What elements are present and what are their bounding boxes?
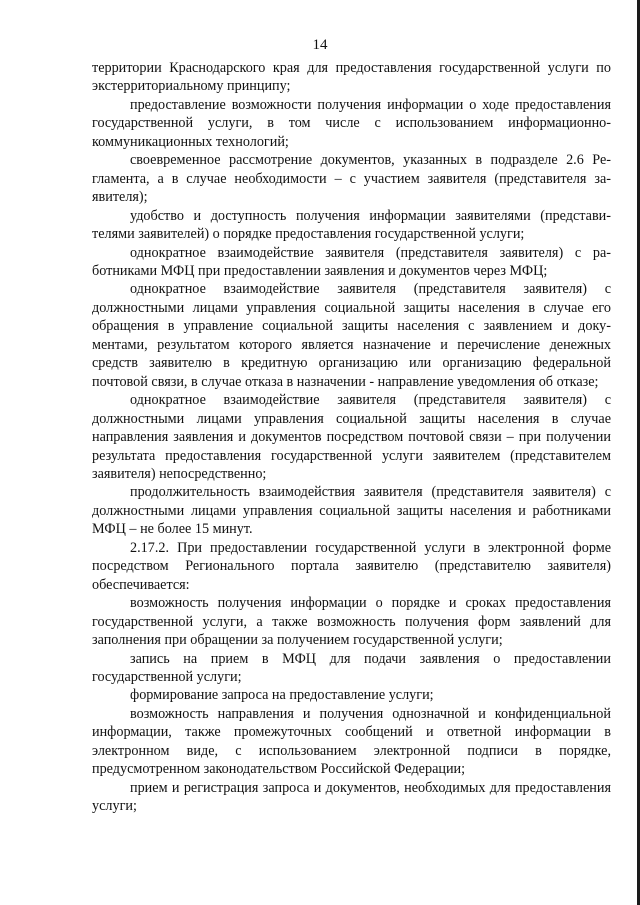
paragraph: своевременное рассмотрение документов, указанных в подразделе 2.6 Регламента, а в случае необходимости – с участием заявителя (представителя заявителя); [92, 152, 611, 206]
paragraph: возможность получения информации о порядке и сроках предоставления государственной услуги, а также возможность получения форм заявлений для заполнения при обращении за получением государственной услуги; [92, 595, 611, 649]
paragraph: продолжительность взаимодействия заявителя (представителя заявителя) с должностными лицами управления социальной защиты населения и работниками МФЦ – не более 15 минут. [92, 484, 611, 538]
document-body [92, 59, 611, 816]
paragraph: однократное взаимодействие заявителя (представителя заявителя) с должностными лицами управления социальной защиты населения в случае его обращения в управление социальной защиты населения с заявлением и документами, результатом которого является назначение и перечисление денежных средств заявителю в кредитную организацию или организацию федеральной почтовой связи, в случае отказа в назначении - направление уведомления об отказе; [92, 281, 611, 390]
paragraph: прием и регистрация запроса и документов, необходимых для предоставления услуги; [92, 779, 611, 815]
section-paragraph: 2.17.2. При предоставлении государственной услуги в электронной форме посредством Регионального портала заявителю (представителю заявителя) обеспечивается: [92, 539, 611, 593]
paragraph: формирование запроса на предоставление услуги; [130, 687, 434, 704]
paragraph: запись на прием в МФЦ для подачи заявления о предоставлении государственной услуги; [92, 650, 611, 685]
paragraph: однократное взаимодействие заявителя (представителя заявителя) с работниками МФЦ при предоставлении заявления и документов через МФЦ; [92, 244, 611, 279]
paragraph: предоставление возможности получения информации о ходе предоставления государственной услуги, в том числе с использованием информационно-коммуникационных технологий; [92, 96, 611, 150]
paragraph: удобство и доступность получения информации заявителями (представителями заявителей) о порядке предоставления государственной услуги; [92, 207, 611, 243]
paragraph: возможность направления и получения однозначной и конфиденциальной информации, также промежуточных сообщений и ответной информации в электронном виде, с использованием электронной подписи в порядке, предусмотренном законодательством Российской Федерации; [92, 705, 611, 778]
paragraph: однократное взаимодействие заявителя (представителя заявителя) с должностными лицами управления социальной защиты населения в случае направления заявления и документов посредством почтовой связи – при получении результата предоставления государственной услуги заявителем (представителем заявителя) непосредственно; [92, 392, 611, 482]
page-number: 14 [312, 37, 328, 53]
paragraph: территории Краснодарского края для предоставления государственной услуги по экстерриториальному принципу; [92, 60, 611, 95]
